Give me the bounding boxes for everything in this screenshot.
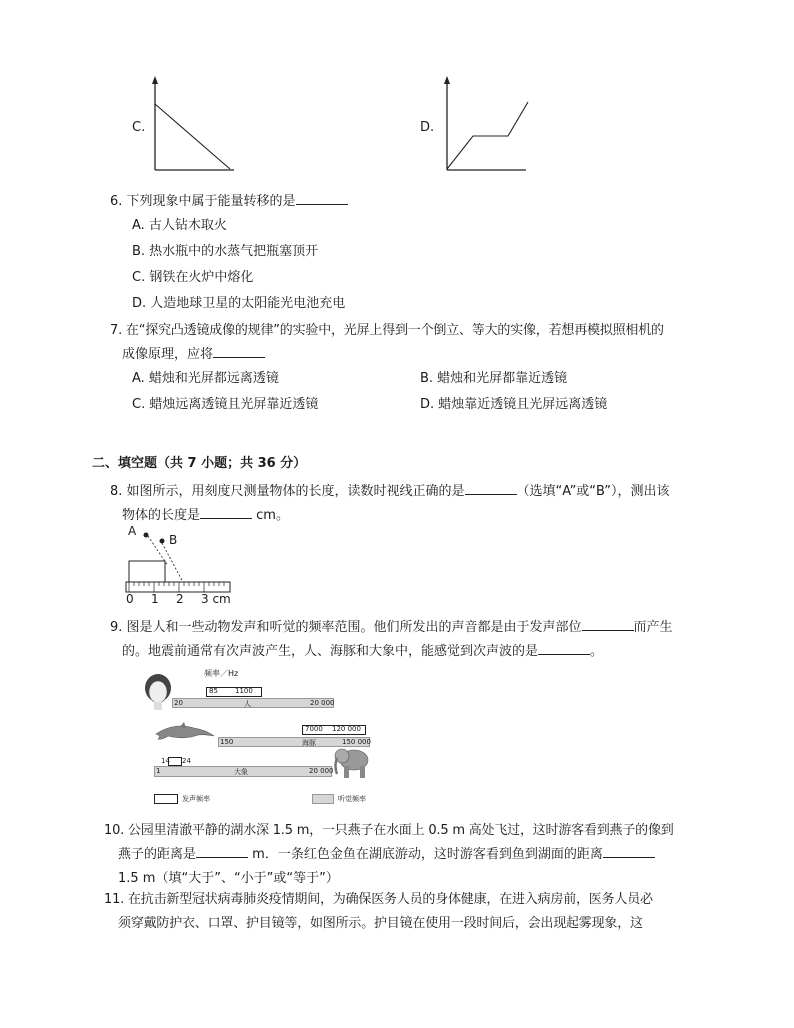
q9-blank-1[interactable] <box>582 618 634 631</box>
freq-axis-title: 频率／Hz <box>204 669 239 678</box>
graph-c-line <box>155 104 230 169</box>
graph-d-y-arrow <box>444 76 450 84</box>
q10-line3: 1.5 m（填“大于”、“小于”或“等于”） <box>118 871 339 886</box>
elephant-emit-bar <box>168 757 182 766</box>
dolphin-name: 海豚 <box>302 739 316 747</box>
graph-c-label: C. <box>132 120 146 135</box>
q9-blank-2[interactable] <box>538 642 590 655</box>
q7-stem-line2 <box>122 343 265 362</box>
legend-emit-label: 发声频率 <box>182 795 210 803</box>
human-hear-low: 20 <box>174 699 183 707</box>
q6-option-c[interactable]: C. 钢铁在火炉中熔化 <box>132 270 254 285</box>
graph-d-label: D. <box>420 120 435 135</box>
ruler-tick-1: 1 <box>151 592 159 606</box>
ruler-label-b: B <box>169 533 178 547</box>
eye-a-icon <box>144 533 149 538</box>
measured-object <box>129 561 165 582</box>
q8-blank-2[interactable] <box>200 506 252 519</box>
dolphin-emit-low: 7000 <box>305 725 323 733</box>
woman-face-icon <box>142 672 174 712</box>
ruler-tick-2: 2 <box>176 592 184 606</box>
graph-c <box>148 74 244 174</box>
q6-stem-text: 6. 下列现象中属于能量转移的是 <box>110 194 296 209</box>
graph-d-line <box>447 102 528 169</box>
human-emit-high: 1100 <box>235 687 253 695</box>
q6-answer-blank[interactable] <box>296 192 348 205</box>
q10-blank-2[interactable] <box>603 845 655 858</box>
q8-blank-1[interactable] <box>465 482 517 495</box>
q8-line2 <box>122 504 289 523</box>
legend-hear-swatch <box>312 794 334 804</box>
elephant-icon <box>332 744 370 780</box>
q9-line2-text-a: 的。地震前通常有次声波产生，人、海豚和大象中，能感觉到次声波的是 <box>122 644 539 659</box>
q9-line1 <box>110 616 673 635</box>
q6-option-a[interactable]: A. 古人钻木取火 <box>132 218 227 233</box>
q6-option-d[interactable]: D. 人造地球卫星的太阳能光电池充电 <box>132 296 346 311</box>
q8-line1-text-b: （选填“A”或“B”），测出该 <box>516 484 670 499</box>
q10-line2 <box>118 843 655 862</box>
elephant-hear-low: 1 <box>156 767 161 775</box>
q7-stem-line1: 7. 在“探究凸透镜成像的规律”的实验中，光屏上得到一个倒立、等大的实像，若想再模拟照相机的 <box>110 323 664 338</box>
human-emit-low: 85 <box>209 687 218 695</box>
eye-b-icon <box>160 539 165 544</box>
q10-line2-text-b: m．一条红色金鱼在湖底游动，这时游客看到鱼到湖面的距离 <box>252 847 603 862</box>
q7-stem-line2-text: 成像原理，应将 <box>122 347 214 362</box>
q8-line1 <box>110 480 669 499</box>
q9-figure <box>134 664 388 808</box>
graph-d <box>440 74 536 174</box>
human-name: 人 <box>244 700 251 708</box>
dolphin-hear-low: 150 <box>220 738 234 746</box>
q11-line2: 须穿戴防护衣、口罩、护目镜等，如图所示。护目镜在使用一段时间后，会出现起雾现象，这 <box>118 916 643 931</box>
q7-option-d[interactable]: D. 蜡烛靠近透镜且光屏远离透镜 <box>420 397 608 412</box>
q9-line1-text-a: 9. 图是人和一些动物发声和听觉的频率范围。他们所发出的声音都是由于发声部位 <box>110 620 582 635</box>
q6-option-b[interactable]: B. 热水瓶中的水蒸气把瓶塞顶开 <box>132 244 319 259</box>
q8-figure <box>124 524 234 608</box>
q8-line2-text-b: cm。 <box>256 508 289 523</box>
dolphin-emit-high: 120 000 <box>332 725 361 733</box>
elephant-hear-high: 20 000 <box>309 767 334 775</box>
q8-line1-text-a: 8. 如图所示，用刻度尺测量物体的长度，读数时视线正确的是 <box>110 484 465 499</box>
legend-hear-label: 听觉频率 <box>338 795 366 803</box>
q7-option-b[interactable]: B. 蜡烛和光屏都靠近透镜 <box>420 371 568 386</box>
q10-blank-1[interactable] <box>196 845 248 858</box>
q8-line2-text-a: 物体的长度是 <box>122 508 201 523</box>
section-2-title: 二、填空题（共 7 小题；共 36 分） <box>92 456 307 471</box>
elephant-name: 大象 <box>234 768 248 776</box>
q9-line2-text-b: 。 <box>590 644 604 659</box>
q9-line1-text-b: 而产生 <box>633 620 673 635</box>
ruler-body <box>126 582 230 592</box>
q9-line2 <box>122 640 603 659</box>
ruler-label-a: A <box>128 524 137 538</box>
q11-line1: 11. 在抗击新型冠状病毒肺炎疫情期间，为确保医务人员的身体健康，在进入病房前，医务人员必 <box>104 892 653 907</box>
q10-line1: 10. 公园里清澈平静的湖水深 1.5 m，一只燕子在水面上 0.5 m 高处飞过，这时游客看到燕子的像到 <box>104 823 674 838</box>
ruler-tick-3: 3 cm <box>201 592 231 606</box>
q7-answer-blank[interactable] <box>213 345 265 358</box>
elephant-emit-high: 24 <box>182 757 191 765</box>
q6-stem <box>110 190 348 209</box>
dolphin-hear-high: 150 000 <box>342 738 371 746</box>
ruler-tick-0: 0 <box>126 592 134 606</box>
q7-option-a[interactable]: A. 蜡烛和光屏都远离透镜 <box>132 371 279 386</box>
q7-option-c[interactable]: C. 蜡烛远离透镜且光屏靠近透镜 <box>132 397 319 412</box>
legend-emit-swatch <box>154 794 178 804</box>
elephant-emit-low: 14 <box>161 757 170 765</box>
q10-line2-text-a: 燕子的距离是 <box>118 847 197 862</box>
dolphin-icon <box>154 722 216 742</box>
human-hear-high: 20 000 <box>310 699 335 707</box>
graph-c-y-arrow <box>152 76 158 84</box>
